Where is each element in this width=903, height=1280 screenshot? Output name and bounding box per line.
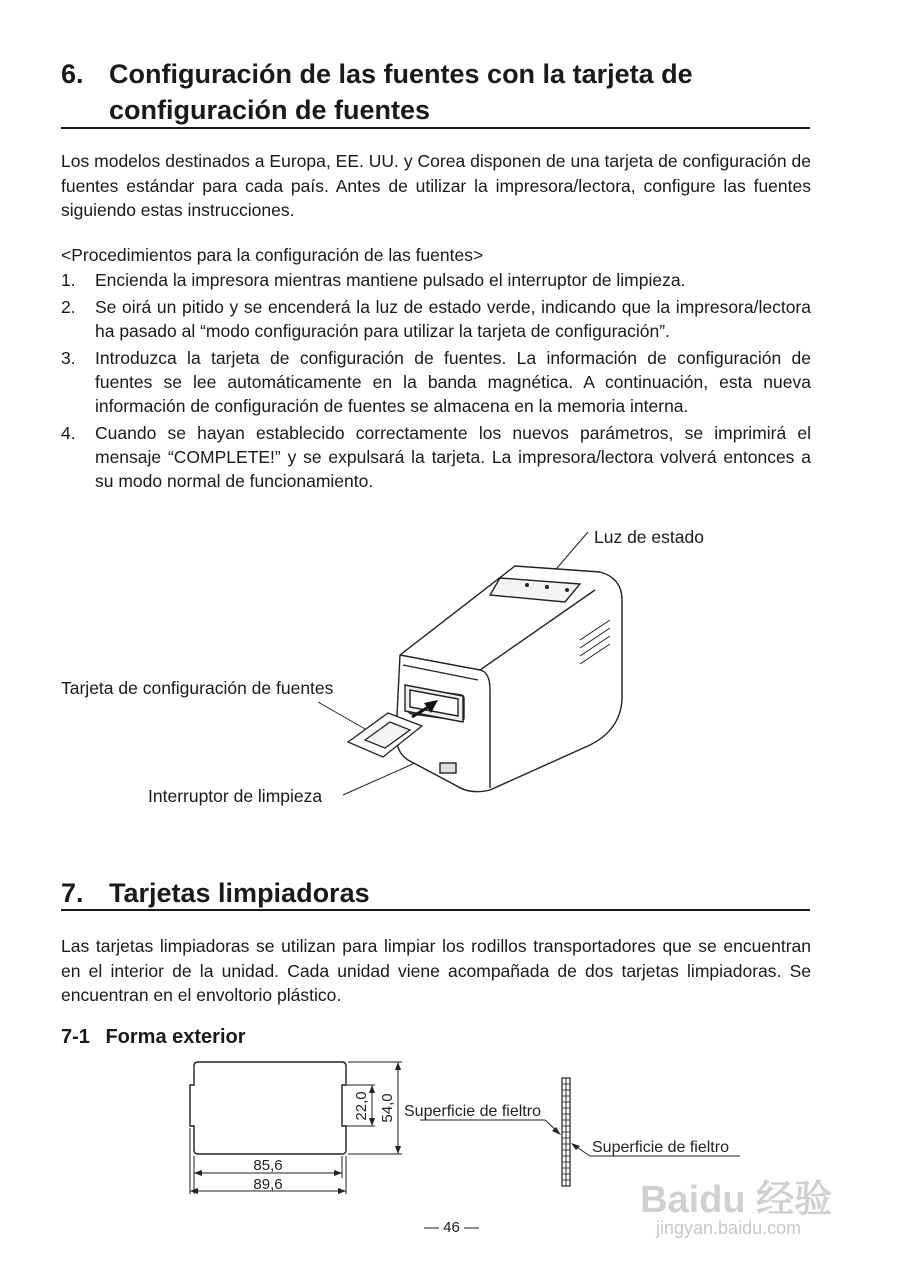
step-item [61,268,811,292]
felt-label-1: Superficie de fieltro [404,1103,541,1120]
section-7-number: 7. [61,878,84,908]
status-light-icon [565,588,569,592]
section-7-rule [61,909,810,911]
section-6-heading [61,56,821,132]
card-outline [190,1062,346,1154]
cleaning-switch-leader [343,763,415,795]
watermark-url: jingyan.baidu.com [656,1218,802,1238]
step-text: Cuando se hayan establecido correctamente los nuevos parámetros, se imprimirá el mensaje “COMPLETE!” y se expulsará la tarjeta. La impresora/lectora volverá entonces a su modo normal de funcionamiento. [95,423,811,491]
step-text: Se oirá un pitido y se encenderá la luz de estado verde, indicando que la impresora/lectora ha pasado al “modo configuración para utilizar la tarjeta de configuración”. [95,297,811,341]
status-light-icon [525,583,529,587]
dim-width-outer: 89,6 [253,1176,283,1193]
card-side-view [562,1078,570,1186]
dim-height-outer: 54,0 [379,1093,396,1123]
step-number: 1. [61,270,76,290]
step-item [61,295,811,343]
section-6-rule [61,127,810,129]
subsection-number: 7-1 [61,1026,90,1048]
step-number: 4. [61,423,76,443]
watermark-text: Baidu 经验 [640,1179,833,1221]
step-number: 3. [61,348,76,368]
cleaning-switch-label: Interruptor de limpieza [148,786,323,806]
step-item [61,421,811,493]
section-6-number: 6. [61,59,84,89]
config-card-label: Tarjeta de configuración de fuentes [61,678,334,698]
section-6-intro: Los modelos destinados a Europa, EE. UU. y Corea disponen de una tarjeta de configuración de fuentes estándar para cada país. Antes de utilizar la impresora/lectora, configure las fuentes siguiendo estas instrucciones. [61,151,811,220]
step-text: Encienda la impresora mientras mantiene pulsado el interruptor de limpieza. [95,270,686,290]
section-6-title: Configuración de las fuentes con la tarjeta de configuración de fuentes [109,59,693,125]
config-card-leader [318,702,372,733]
subsection-heading [61,1026,246,1049]
section-7-title: Tarjetas limpiadoras [109,878,370,908]
step-item [61,346,811,418]
printer-body [396,566,622,792]
printer-illustration [0,515,903,815]
step-number: 2. [61,297,76,317]
dim-width-inner: 85,6 [253,1157,283,1174]
step-text: Introduzca la tarjeta de configuración de fuentes. La información de configuración de fuentes se lee automáticamente en la banda magnética. A continuación, esta nueva información de configuración de fuentes se almacena en la memoria interna. [95,348,811,416]
status-light-label: Luz de estado [594,527,704,547]
status-light-icon [545,585,549,589]
subsection-title: Forma exterior [105,1026,246,1048]
watermark-logo [640,1168,832,1223]
section-7-intro: Las tarjetas limpiadoras se utilizan para limpiar los rodillos transportadores que se encuentran en el interior de la unidad. Cada unidad viene acompañada de dos tarjetas limpiadoras. Se encuentran en el envoltorio plástico. [61,936,811,1005]
felt-label-2: Superficie de fieltro [592,1139,729,1156]
dim-height-inner: 22,0 [353,1091,370,1121]
page-number: — 46 — [423,1219,480,1236]
section-7-heading [61,875,821,911]
procedure-heading: <Procedimientos para la configuración de las fuentes> [61,245,484,265]
